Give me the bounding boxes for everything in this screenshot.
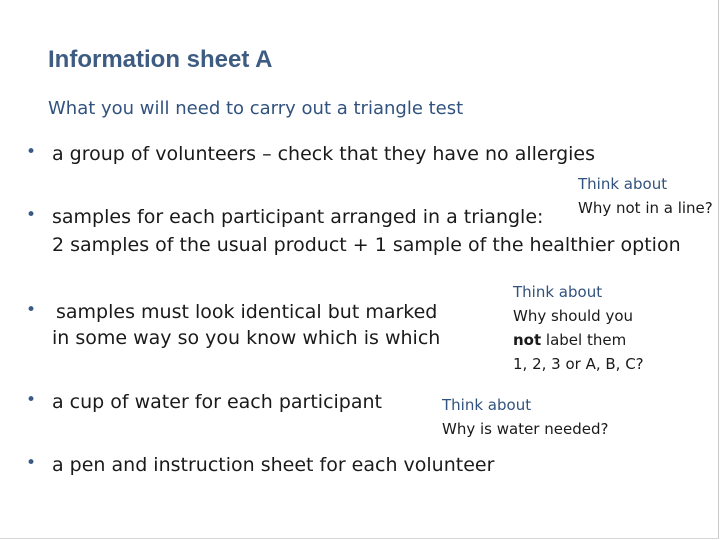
bullet-icon: • — [26, 205, 37, 225]
page-title: Information sheet A — [48, 46, 273, 73]
bullet-text: a group of volunteers – check that they have no allergies — [52, 143, 596, 165]
think-about-question: Why not in a line? — [578, 199, 713, 217]
bullet-text: a cup of water for each participant — [52, 391, 382, 413]
page-subtitle: What you will need to carry out a triangle test — [48, 98, 464, 119]
think-about-heading: Think about — [513, 283, 603, 301]
bullet-text-line2: in some way so you know which is which — [52, 327, 441, 349]
bullet-text: a pen and instruction sheet for each volunteer — [52, 454, 495, 476]
think-about-heading: Think about — [578, 175, 668, 193]
bullet-text-line1: samples for each participant arranged in a triangle: — [52, 206, 544, 228]
bullet-icon: • — [26, 453, 37, 473]
bullet-icon: • — [26, 390, 37, 410]
think-about-question: Why is water needed? — [442, 420, 609, 438]
think-about-question-line3: 1, 2, 3 or A, B, C? — [513, 355, 644, 373]
think-about-box-line — [578, 172, 713, 220]
think-about-emphasis: not — [513, 331, 542, 349]
think-about-question-rest: label them — [541, 331, 627, 349]
think-about-question-line2 — [513, 328, 644, 352]
think-about-box-water — [442, 393, 608, 441]
think-about-question: Why should you — [513, 307, 634, 325]
bullet-text-line2: 2 samples of the usual product + 1 sample of the healthier option — [52, 234, 681, 256]
think-about-box-label — [513, 280, 644, 376]
bullet-text-line1: samples must look identical but marked — [56, 301, 438, 323]
bullet-icon: • — [26, 142, 37, 162]
bullet-icon: • — [26, 300, 37, 320]
think-about-heading: Think about — [442, 396, 532, 414]
